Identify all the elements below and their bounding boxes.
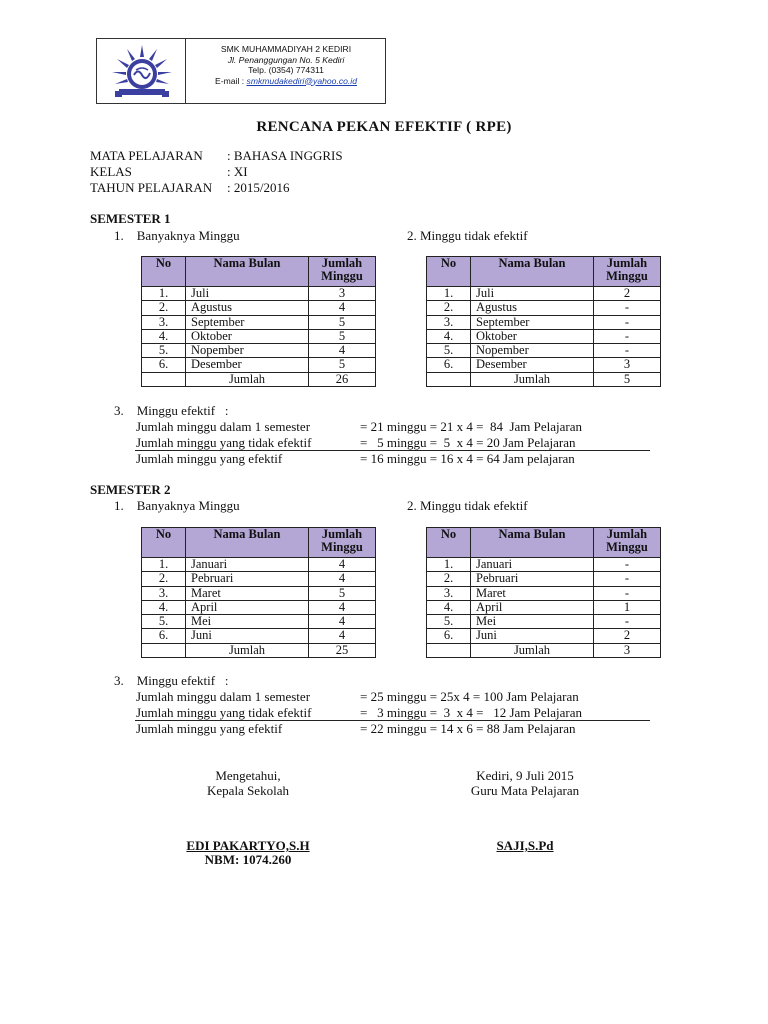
calc-value: = 25 minggu = 25x 4 = 100 Jam Pelajaran <box>360 689 579 704</box>
row-no: 6. <box>427 358 471 372</box>
header-no: No <box>427 257 471 287</box>
row-weeks: - <box>594 329 661 343</box>
semester-2-item-effective: 3. Minggu efektif : <box>114 673 229 688</box>
semester-1-title: SEMESTER 1 <box>90 211 171 226</box>
table-row <box>142 329 376 343</box>
row-no: 2. <box>142 301 186 315</box>
signature-right-line1: Kediri, 9 Juli 2015 <box>476 768 574 783</box>
school-header <box>96 38 386 104</box>
header-divider <box>185 39 186 103</box>
semester-2-title: SEMESTER 2 <box>90 482 171 497</box>
table-row <box>427 301 661 315</box>
row-weeks: 1 <box>594 600 661 614</box>
row-weeks: - <box>594 615 661 629</box>
row-no: 5. <box>427 344 471 358</box>
row-month: Pebruari <box>186 572 309 586</box>
header-weeks: Jumlah Minggu <box>309 257 376 287</box>
row-no: 1. <box>427 558 471 572</box>
table-row <box>427 615 661 629</box>
row-weeks: - <box>594 586 661 600</box>
school-phone: Telp. (0354) 774311 <box>248 65 324 75</box>
info-value-subject: : BAHASA INGGRIS <box>227 148 343 163</box>
row-month: Oktober <box>186 329 309 343</box>
row-no: 1. <box>142 558 186 572</box>
table-total-row <box>427 372 661 386</box>
row-month: April <box>186 600 309 614</box>
signature-right-line2: Guru Mata Pelajaran <box>470 783 580 798</box>
table-row <box>142 572 376 586</box>
signature-left-line2: Kepala Sekolah <box>207 783 289 798</box>
row-month: Desember <box>471 358 594 372</box>
semester-1-non-effective-table <box>426 256 661 387</box>
row-month: Agustus <box>186 301 309 315</box>
calc-label: Jumlah minggu yang tidak efektif <box>136 435 312 450</box>
header-no: No <box>427 528 471 558</box>
table-row <box>142 586 376 600</box>
row-month: September <box>471 315 594 329</box>
calc-value: = 3 minggu = 3 x 4 = 12 Jam Pelajaran <box>360 705 583 720</box>
total-label: Jumlah <box>471 372 594 386</box>
table-row <box>142 600 376 614</box>
row-weeks: - <box>594 572 661 586</box>
row-month: September <box>186 315 309 329</box>
row-month: Januari <box>186 558 309 572</box>
table-row <box>427 329 661 343</box>
semester-2-non-effective-table <box>426 527 661 658</box>
school-email-line <box>187 76 385 87</box>
calc-label: Jumlah minggu yang efektif <box>136 451 283 466</box>
table-header-row <box>427 528 661 558</box>
row-weeks: 2 <box>594 287 661 301</box>
row-no: 1. <box>427 287 471 301</box>
row-no: 2. <box>142 572 186 586</box>
info-label-class: KELAS <box>90 164 132 179</box>
semester-2-item-non-effective: 2. Minggu tidak efektif <box>407 498 528 513</box>
email-link[interactable]: smkmudakediri@yahoo.co.id <box>246 75 357 86</box>
table-row <box>427 600 661 614</box>
semester-2-item-total-weeks: 1. Banyaknya Minggu <box>114 498 240 513</box>
row-month: Desember <box>186 358 309 372</box>
row-weeks: 2 <box>594 629 661 643</box>
row-weeks: 4 <box>309 344 376 358</box>
row-weeks: 5 <box>309 329 376 343</box>
header-text <box>187 44 385 86</box>
table-total-row <box>427 643 661 657</box>
row-weeks: 3 <box>594 358 661 372</box>
total-empty-cell <box>142 372 186 386</box>
calc-label: Jumlah minggu yang efektif <box>136 721 283 736</box>
school-address: Jl. Penanggungan No. 5 Kediri <box>227 54 345 65</box>
header-month: Nama Bulan <box>186 257 309 287</box>
row-weeks: 4 <box>309 629 376 643</box>
table-row <box>142 358 376 372</box>
calc-label: Jumlah minggu dalam 1 semester <box>136 419 311 434</box>
table-total-row <box>142 643 376 657</box>
row-month: Pebruari <box>471 572 594 586</box>
calc-value: = 5 minggu = 5 x 4 = 20 Jam Pelajaran <box>360 435 576 450</box>
header-month: Nama Bulan <box>471 528 594 558</box>
total-value: 3 <box>594 643 661 657</box>
table-row <box>427 586 661 600</box>
row-month: Nopember <box>471 344 594 358</box>
document-title: RENCANA PEKAN EFEKTIF ( RPE) <box>256 119 512 135</box>
info-value-class: : XI <box>227 164 248 179</box>
calc-label: Jumlah minggu dalam 1 semester <box>136 689 311 704</box>
row-weeks: 5 <box>309 315 376 329</box>
row-weeks: 4 <box>309 600 376 614</box>
semester-2-weeks-table <box>141 527 376 658</box>
row-no: 5. <box>427 615 471 629</box>
table-row <box>427 287 661 301</box>
table-row <box>427 358 661 372</box>
row-no: 4. <box>142 329 186 343</box>
total-label: Jumlah <box>186 372 309 386</box>
principal-nbm: NBM: 1074.260 <box>204 852 292 867</box>
row-weeks: - <box>594 344 661 358</box>
calc-label: Jumlah minggu yang tidak efektif <box>136 705 312 720</box>
row-month: Maret <box>471 586 594 600</box>
row-month: Agustus <box>471 301 594 315</box>
table-row <box>427 629 661 643</box>
info-label-year: TAHUN PELAJARAN <box>90 180 213 195</box>
table-row <box>142 558 376 572</box>
row-month: Juli <box>471 287 594 301</box>
semester-1-item-effective: 3. Minggu efektif : <box>114 403 229 418</box>
table-row <box>142 615 376 629</box>
row-weeks: - <box>594 315 661 329</box>
total-empty-cell <box>427 372 471 386</box>
calc-value: = 22 minggu = 14 x 6 = 88 Jam Pelajaran <box>360 721 576 736</box>
row-weeks: - <box>594 301 661 315</box>
semester-1-item-total-weeks: 1. Banyaknya Minggu <box>114 228 240 243</box>
principal-name: EDI PAKARTYO,S.H <box>186 838 310 853</box>
row-no: 6. <box>142 629 186 643</box>
table-header-row <box>142 257 376 287</box>
subject-info <box>90 148 490 198</box>
school-name: SMK MUHAMMADIYAH 2 KEDIRI <box>220 44 352 54</box>
row-month: Mei <box>471 615 594 629</box>
header-month: Nama Bulan <box>186 528 309 558</box>
calc-value: = 21 minggu = 21 x 4 = 84 Jam Pelajaran <box>360 419 583 434</box>
table-row <box>427 315 661 329</box>
row-no: 4. <box>427 600 471 614</box>
row-no: 3. <box>142 315 186 329</box>
total-value: 25 <box>309 643 376 657</box>
row-weeks: - <box>594 558 661 572</box>
row-weeks: 4 <box>309 572 376 586</box>
total-empty-cell <box>427 643 471 657</box>
row-no: 4. <box>142 600 186 614</box>
table-row <box>427 558 661 572</box>
row-month: Juli <box>186 287 309 301</box>
row-weeks: 5 <box>309 586 376 600</box>
row-weeks: 4 <box>309 615 376 629</box>
table-total-row <box>142 372 376 386</box>
row-month: April <box>471 600 594 614</box>
info-value-year: : 2015/2016 <box>227 180 290 195</box>
table-header-row <box>427 257 661 287</box>
row-weeks: 4 <box>309 558 376 572</box>
semester-1-weeks-table <box>141 256 376 387</box>
semester-1-item-non-effective: 2. Minggu tidak efektif <box>407 228 528 243</box>
total-label: Jumlah <box>186 643 309 657</box>
row-month: Juni <box>471 629 594 643</box>
header-weeks: Jumlah Minggu <box>309 528 376 558</box>
row-no: 4. <box>427 329 471 343</box>
info-label-subject: MATA PELAJARAN <box>90 148 203 163</box>
row-month: Oktober <box>471 329 594 343</box>
table-header-row <box>142 528 376 558</box>
header-month: Nama Bulan <box>471 257 594 287</box>
teacher-name: SAJI,S.Pd <box>496 838 554 853</box>
table-row <box>142 629 376 643</box>
signature-left-line1: Mengetahui, <box>215 768 281 783</box>
row-no: 6. <box>142 358 186 372</box>
row-no: 3. <box>142 586 186 600</box>
row-no: 6. <box>427 629 471 643</box>
row-month: Maret <box>186 586 309 600</box>
total-value: 26 <box>309 372 376 386</box>
email-label: E-mail : <box>215 75 247 86</box>
row-weeks: 4 <box>309 301 376 315</box>
row-month: Nopember <box>186 344 309 358</box>
row-month: Mei <box>186 615 309 629</box>
row-no: 5. <box>142 344 186 358</box>
row-no: 2. <box>427 301 471 315</box>
total-label: Jumlah <box>471 643 594 657</box>
table-row <box>427 344 661 358</box>
total-empty-cell <box>142 643 186 657</box>
header-weeks: Jumlah Minggu <box>594 528 661 558</box>
row-month: Januari <box>471 558 594 572</box>
header-no: No <box>142 528 186 558</box>
table-row <box>142 301 376 315</box>
table-row <box>427 572 661 586</box>
row-weeks: 3 <box>309 287 376 301</box>
muhammadiyah-logo-icon <box>105 43 179 99</box>
row-no: 3. <box>427 315 471 329</box>
table-row <box>142 315 376 329</box>
calc-value: = 16 minggu = 16 x 4 = 64 Jam pelajaran <box>360 451 575 466</box>
header-no: No <box>142 257 186 287</box>
header-weeks: Jumlah Minggu <box>594 257 661 287</box>
table-row <box>142 287 376 301</box>
row-no: 5. <box>142 615 186 629</box>
row-weeks: 5 <box>309 358 376 372</box>
total-value: 5 <box>594 372 661 386</box>
table-row <box>142 344 376 358</box>
row-month: Juni <box>186 629 309 643</box>
row-no: 2. <box>427 572 471 586</box>
row-no: 3. <box>427 586 471 600</box>
row-no: 1. <box>142 287 186 301</box>
